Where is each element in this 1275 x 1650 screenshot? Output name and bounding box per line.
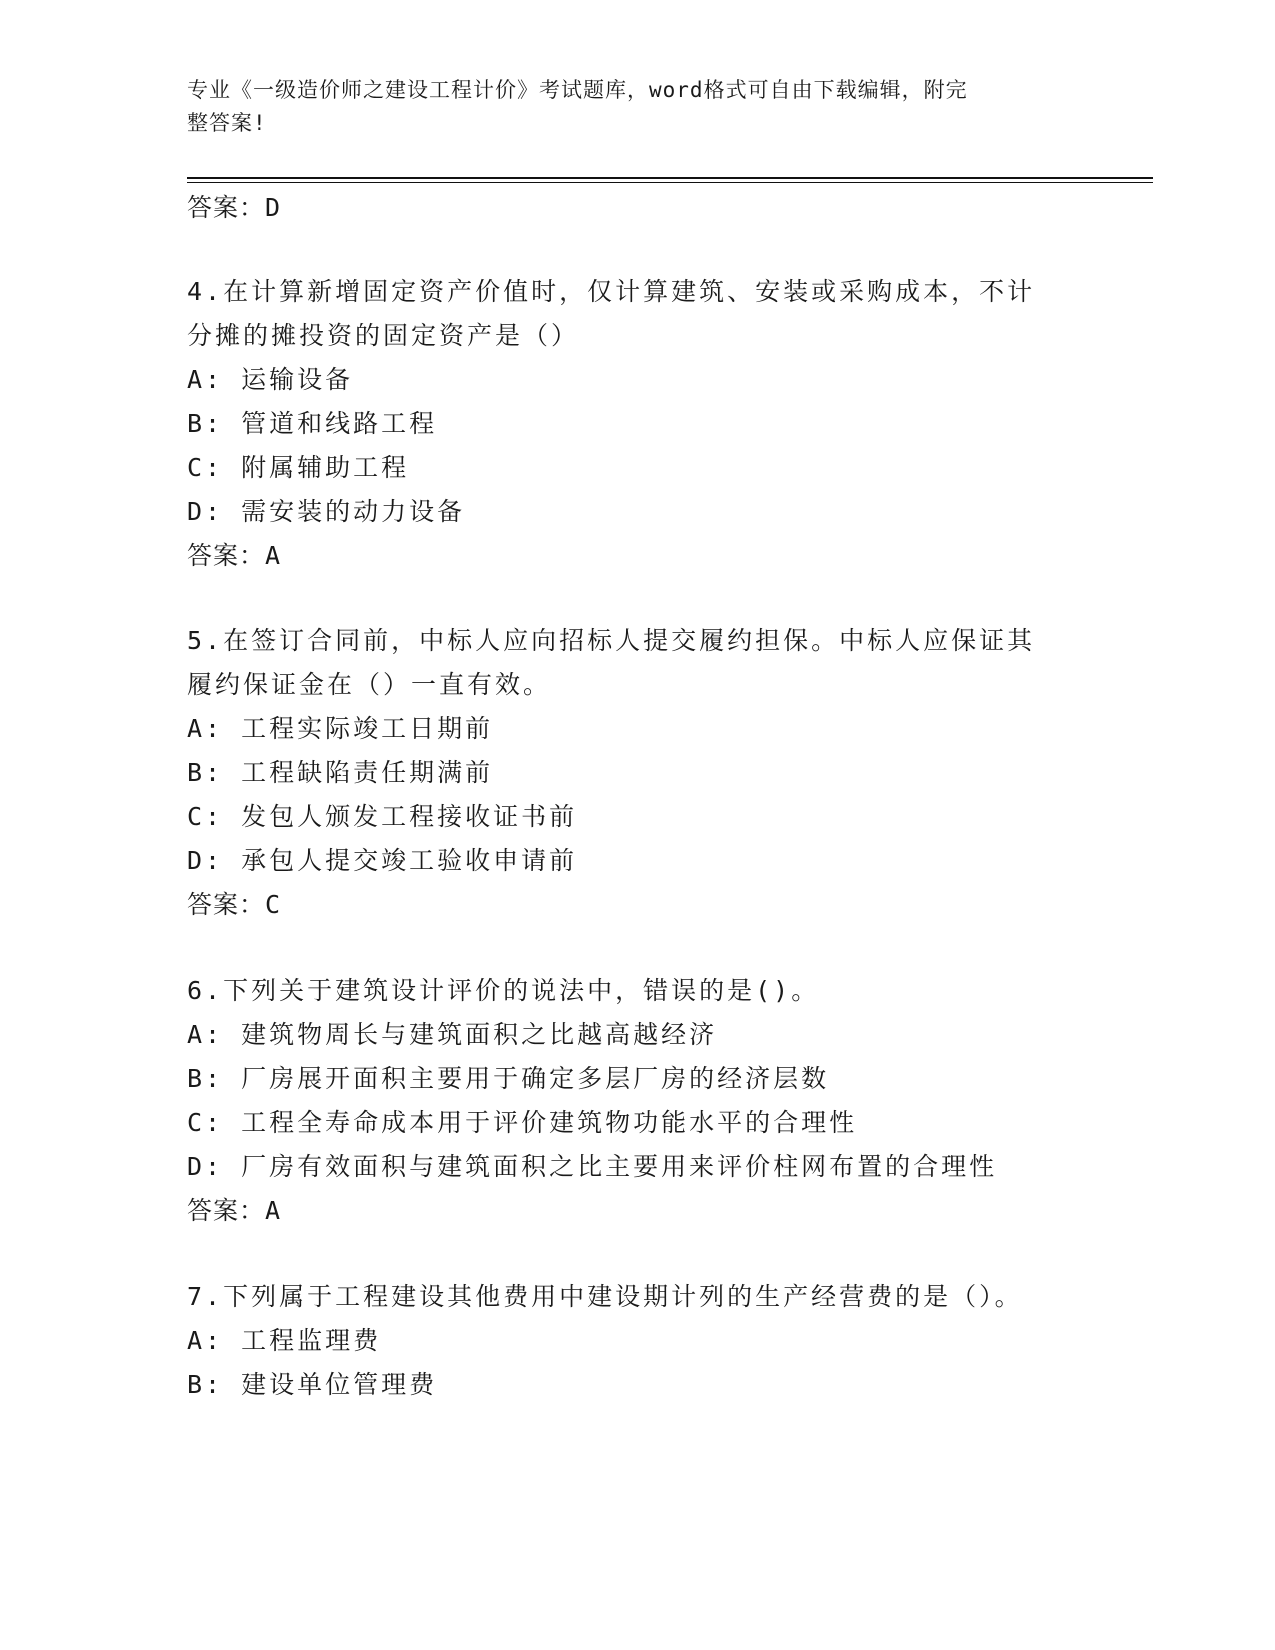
answer-q3: 答案：D — [187, 193, 282, 222]
question-6-option-b: B: 厂房展开面积主要用于确定多层厂房的经济层数 — [187, 1064, 830, 1093]
question-6-option-a: A: 建筑物周长与建筑面积之比越高越经济 — [187, 1020, 718, 1049]
question-4-stem-line-1: 4.在计算新增固定资产价值时，仅计算建筑、安装或采购成本，不计 — [187, 277, 1036, 306]
question-5-option-d: D: 承包人提交竣工验收申请前 — [187, 846, 578, 875]
question-5-stem-line-1: 5.在签订合同前，中标人应向招标人提交履约担保。中标人应保证其 — [187, 626, 1036, 655]
question-5-stem-line-2: 履约保证金在（）一直有效。 — [187, 670, 552, 699]
answer-q4: 答案：A — [187, 541, 282, 570]
header-line-1: 专业《一级造价师之建设工程计价》考试题库，word格式可自由下载编辑，附完 — [187, 78, 968, 102]
question-6-option-d: D: 厂房有效面积与建筑面积之比主要用来评价柱网布置的合理性 — [187, 1152, 998, 1181]
document-header — [187, 74, 1067, 140]
question-5-option-c: C: 发包人颁发工程接收证书前 — [187, 802, 578, 831]
question-5-option-a: A: 工程实际竣工日期前 — [187, 714, 494, 743]
question-4-option-c: C: 附属辅助工程 — [187, 453, 410, 482]
question-6-stem: 6.下列关于建筑设计评价的说法中，错误的是()。 — [187, 976, 820, 1005]
question-4-option-d: D: 需安装的动力设备 — [187, 497, 466, 526]
question-5-option-b: B: 工程缺陷责任期满前 — [187, 758, 494, 787]
header-line-2: 整答案! — [187, 111, 267, 135]
question-4-option-b: B: 管道和线路工程 — [187, 409, 438, 438]
question-7-option-b: B: 建设单位管理费 — [187, 1370, 438, 1399]
question-4-stem-line-2: 分摊的摊投资的固定资产是（） — [187, 321, 580, 350]
question-6-option-c: C: 工程全寿命成本用于评价建筑物功能水平的合理性 — [187, 1108, 858, 1137]
question-4-option-a: A: 运输设备 — [187, 365, 354, 394]
question-7-stem: 7.下列属于工程建设其他费用中建设期计列的生产经营费的是（）。 — [187, 1282, 1023, 1311]
header-divider-thin — [187, 182, 1153, 183]
answer-q5: 答案：C — [187, 890, 282, 919]
question-7-option-a: A: 工程监理费 — [187, 1326, 382, 1355]
answer-q6: 答案：A — [187, 1196, 282, 1225]
header-divider — [187, 177, 1153, 179]
